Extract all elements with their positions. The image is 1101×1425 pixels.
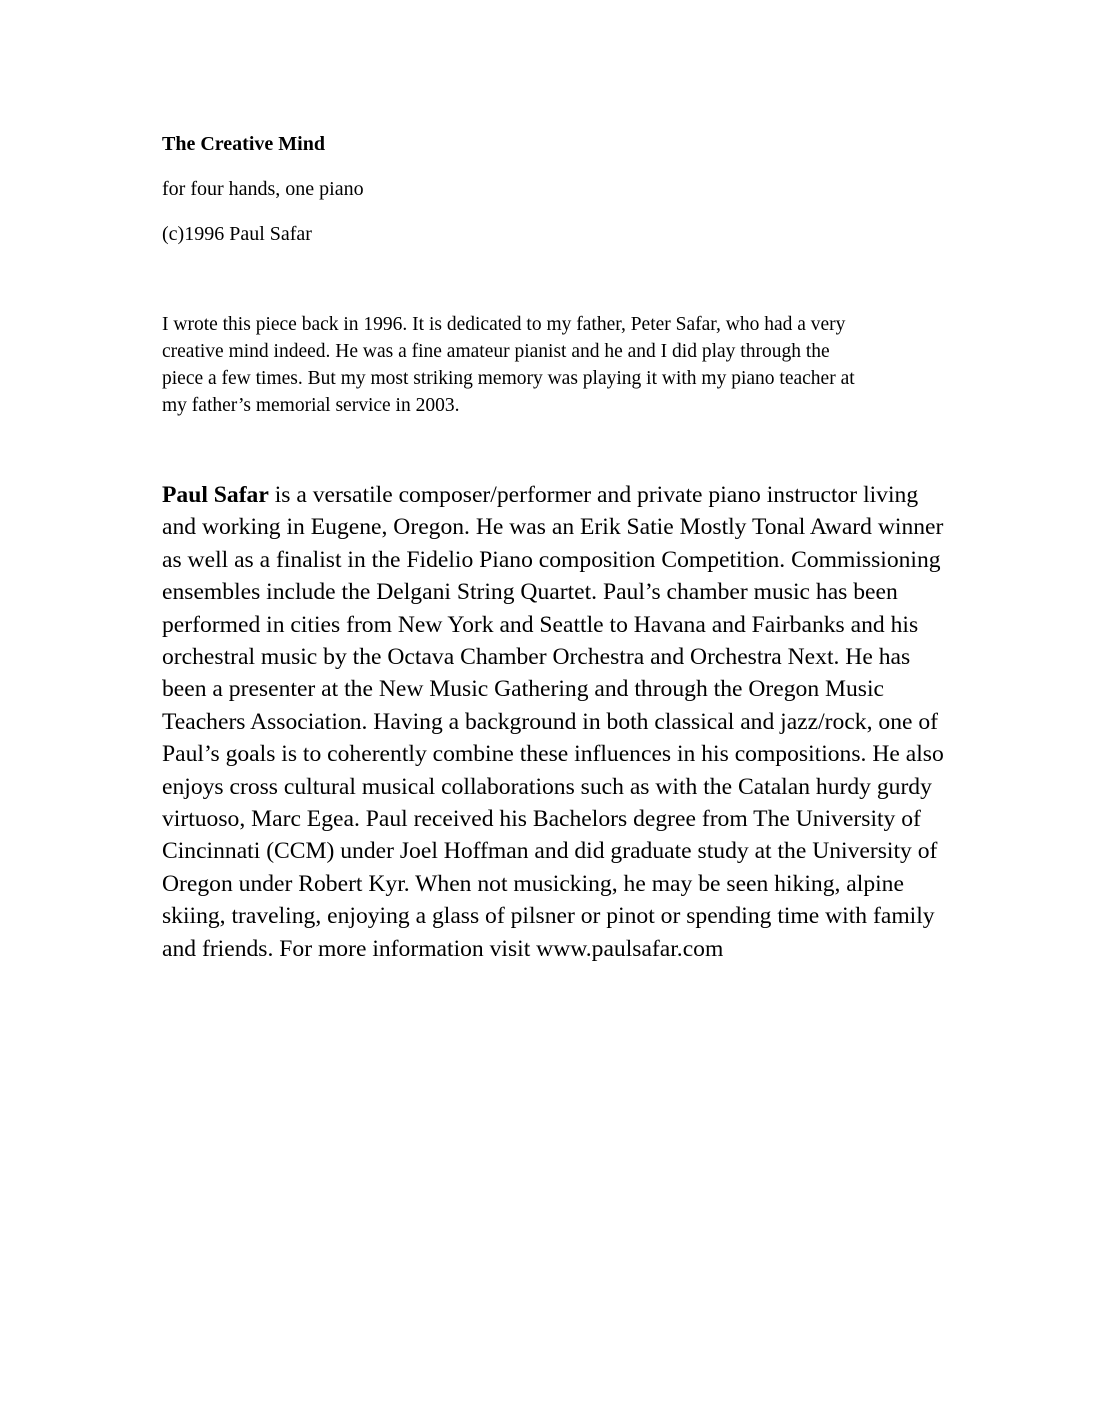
bio-line: been a presenter at the New Music Gathering and through the Oregon Music xyxy=(162,676,885,703)
bio-line: orchestral music by the Octava Chamber Orchestra and Orchestra Next. He has xyxy=(162,644,911,671)
bio-line: performed in cities from New York and Seattle to Havana and Fairbanks and his xyxy=(162,611,919,638)
bio-line: enjoys cross cultural musical collaborations such as with the Catalan hurdy gurdy xyxy=(162,773,932,800)
piece-instrumentation: for four hands, one piano xyxy=(162,178,364,200)
bio-line: Teachers Association. Having a background in both classical and jazz/rock, one of xyxy=(162,708,939,735)
dedication-line: I wrote this piece back in 1996. It is dedicated to my father, Peter Safar, who had a very xyxy=(162,314,846,335)
bio-line: Paul’s goals is to coherently combine these influences in his compositions. He also xyxy=(162,741,944,768)
bio-line: and friends. For more information visit www.paulsafar.com xyxy=(162,935,724,962)
bio-line: Oregon under Robert Kyr. When not musicking, he may be seen hiking, alpine xyxy=(162,870,904,897)
bio-line: and working in Eugene, Oregon. He was an Erik Satie Mostly Tonal Award winner xyxy=(162,514,944,541)
dedication-line: piece a few times. But my most striking memory was playing it with my piano teacher at xyxy=(162,368,855,389)
piece-title: The Creative Mind xyxy=(162,133,325,155)
bio-first-line-text: is a versatile composer/performer and private piano instructor living xyxy=(268,482,919,508)
bio-line: virtuoso, Marc Egea. Paul received his Bachelors degree from The University of xyxy=(162,806,921,833)
copyright-line: (c)1996 Paul Safar xyxy=(162,223,312,245)
composer-bio-paragraph xyxy=(162,479,952,965)
dedication-line: creative mind indeed. He was a fine amateur pianist and he and I did play through the xyxy=(162,341,830,362)
dedication-line: my father’s memorial service in 2003. xyxy=(162,395,460,416)
bio-line: ensembles include the Delgani String Quartet. Paul’s chamber music has been xyxy=(162,579,898,606)
bio-line xyxy=(162,479,952,511)
bio-line: as well as a finalist in the Fidelio Piano composition Competition. Commissioning xyxy=(162,546,941,573)
bio-line: Cincinnati (CCM) under Joel Hoffman and did graduate study at the University of xyxy=(162,838,938,865)
composer-name: Paul Safar xyxy=(162,482,269,508)
bio-line: skiing, traveling, enjoying a glass of pilsner or pinot or spending time with family xyxy=(162,903,935,930)
dedication-paragraph xyxy=(162,311,952,419)
